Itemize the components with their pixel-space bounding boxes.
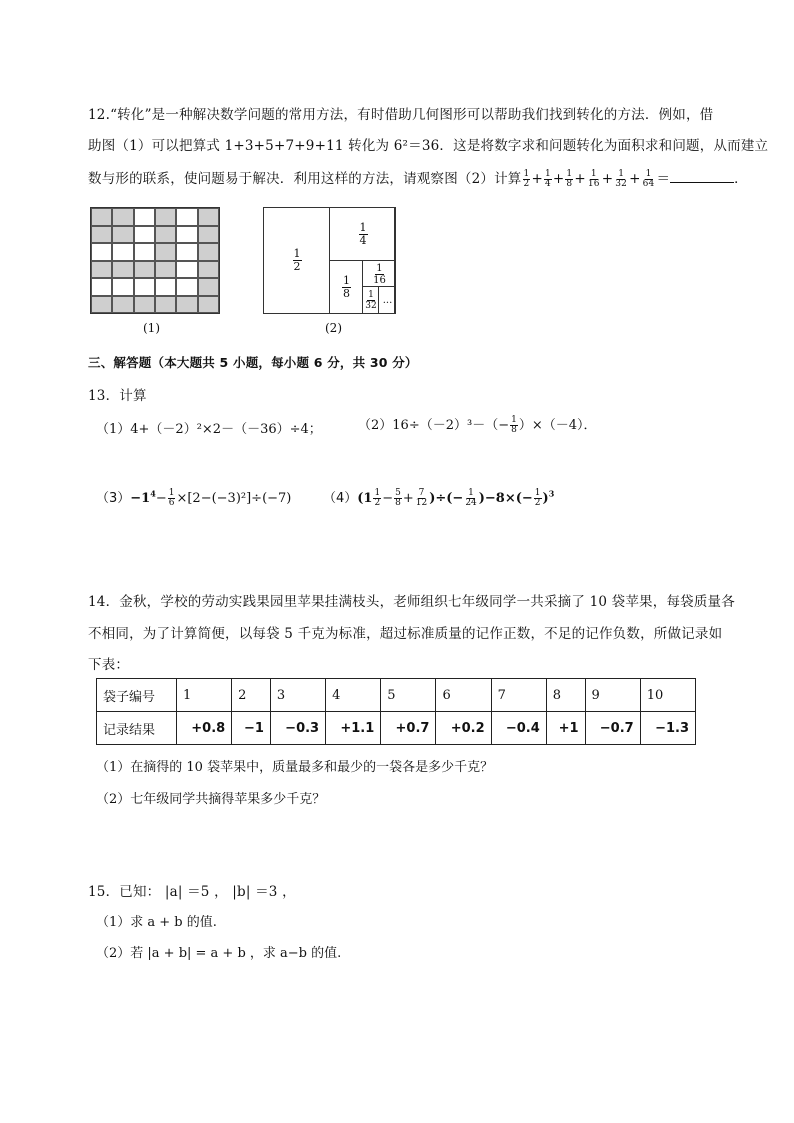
q14-sub1: （1）在摘得的 10 袋苹果中，质量最多和最少的一袋各是多少千克？ bbox=[96, 760, 494, 775]
plus-sign: + bbox=[629, 171, 641, 187]
grid-cell bbox=[91, 226, 112, 244]
q12-line3-end: ． bbox=[734, 171, 748, 187]
table-cell: 1 bbox=[177, 679, 232, 712]
table-cell: +1 bbox=[546, 712, 585, 745]
table-cell: −1 bbox=[232, 712, 271, 745]
fig2-thirtysecond-label: $\frac{1}{32}$ bbox=[365, 289, 377, 311]
grid-cell bbox=[112, 296, 133, 314]
grid-cell bbox=[176, 243, 197, 261]
q13-part4: （4）(1 $\frac{1}{2}$ − $\frac{5}{8}$ + $\frac{7}{12}$ )÷(− $\frac{1}{24}$ )−8×(− $\frac{1}{2}$ )$^3$ bbox=[323, 488, 555, 508]
q12-line2: 助图（1）可以把算式 1+3+5+7+9+11 转化为 6²＝36．这是将数字求和问题转化为面积求和问题，从而建立 bbox=[88, 138, 769, 154]
table-row-bag-number bbox=[97, 679, 696, 712]
answer-blank[interactable] bbox=[670, 171, 734, 183]
table-cell: 3 bbox=[270, 679, 325, 712]
table-cell: 6 bbox=[436, 679, 491, 712]
grid-cell bbox=[176, 296, 197, 314]
q15-sub1: （1）求 a + b 的值. bbox=[96, 915, 217, 930]
grid-cell bbox=[134, 208, 155, 226]
q12-line1: 12.“转化”是一种解决数学问题的常用方法，有时借助几何图形可以帮助我们找到转化的方法．例如，借 bbox=[88, 107, 714, 123]
grid-cell bbox=[176, 208, 197, 226]
fig2-sixteenth-label: $\frac{1}{16}$ bbox=[373, 262, 386, 286]
figure-2-square bbox=[263, 207, 395, 314]
table-cell: −0.3 bbox=[270, 712, 325, 745]
q14-sub2: （2）七年级同学共摘得苹果多少千克？ bbox=[96, 792, 326, 807]
table-cell: 9 bbox=[585, 679, 640, 712]
fraction: $\frac{1}{64}$ bbox=[642, 169, 655, 189]
grid-cell bbox=[112, 208, 133, 226]
grid-cell bbox=[112, 278, 133, 296]
table-cell: +0.2 bbox=[436, 712, 491, 745]
grid-cell bbox=[176, 226, 197, 244]
grid-cell bbox=[134, 226, 155, 244]
grid-cell bbox=[176, 278, 197, 296]
grid-cell bbox=[134, 296, 155, 314]
q13-part3: $(3)-1^4-$ $\frac{1}{6}$ ×[2−(−3)²]÷(−7) bbox=[96, 488, 292, 508]
table-cell: −0.4 bbox=[491, 712, 546, 745]
figure-1-grid bbox=[90, 207, 220, 314]
table-cell: 4 bbox=[326, 679, 381, 712]
grid-cell bbox=[155, 261, 176, 279]
fig2-eighth-label: $\frac{1}{8}$ bbox=[343, 273, 350, 300]
fraction: $\frac{1}{2}$ bbox=[523, 169, 530, 189]
q14-line2: 不相同，为了计算简便，以每袋 5 千克为标准，超过标准质量的记作正数，不足的记作负数，所做记录如 bbox=[88, 626, 723, 642]
table-cell: +0.7 bbox=[381, 712, 436, 745]
q12-equals: ＝ bbox=[656, 171, 671, 187]
q13-part2: （2）16÷（－2）³－（− $\frac{1}{8}$ ）×（－4）． bbox=[358, 415, 597, 435]
grid-cell bbox=[91, 296, 112, 314]
fig2-quarter-label: $\frac{1}{4}$ bbox=[359, 221, 367, 247]
table-cell: 7 bbox=[491, 679, 546, 712]
figure-1-caption: (1) bbox=[143, 321, 160, 335]
grid-cell bbox=[198, 243, 219, 261]
plus-sign: + bbox=[601, 171, 614, 187]
grid-cell bbox=[91, 261, 112, 279]
fraction: $\frac{1}{32}$ bbox=[615, 169, 628, 189]
grid-cell bbox=[134, 261, 155, 279]
grid-cell bbox=[198, 208, 219, 226]
grid-cell bbox=[198, 278, 219, 296]
grid-cell bbox=[155, 208, 176, 226]
table-cell: 10 bbox=[640, 679, 695, 712]
fraction: $\frac{1}{16}$ bbox=[587, 169, 600, 189]
table-cell: 5 bbox=[381, 679, 436, 712]
q14-line3: 下表： bbox=[88, 657, 130, 673]
grid-cell bbox=[91, 243, 112, 261]
q15-line1: 15．已知： |a| ＝5 ， |b| ＝3 ， bbox=[88, 884, 296, 900]
grid-cell bbox=[91, 278, 112, 296]
plus-sign: + bbox=[574, 171, 586, 187]
table-cell: 2 bbox=[232, 679, 271, 712]
grid-cell bbox=[155, 243, 176, 261]
q15-sub2: （2）若 |a + b| = a + b ，求 a−b 的值. bbox=[96, 946, 342, 961]
q13-title: 13．计算 bbox=[88, 388, 147, 404]
table-row-record bbox=[97, 712, 696, 745]
grid-cell bbox=[112, 226, 133, 244]
table-cell: −1.3 bbox=[640, 712, 695, 745]
figure-2-caption: (2) bbox=[325, 321, 342, 335]
grid-cell bbox=[112, 243, 133, 261]
table-header-bag-number: 袋子编号 bbox=[97, 679, 177, 712]
table-cell: −0.7 bbox=[585, 712, 640, 745]
plus-sign: + bbox=[552, 171, 565, 187]
fraction: $\frac{1}{4}$ bbox=[544, 169, 551, 189]
grid-cell bbox=[155, 226, 176, 244]
fig2-ellipsis: ... bbox=[382, 294, 393, 306]
table-cell: +1.1 bbox=[326, 712, 381, 745]
fig2-half-label: $\frac{1}{2}$ bbox=[293, 247, 301, 273]
grid-cell bbox=[134, 278, 155, 296]
q14-line1: 14．金秋，学校的劳动实践果园里苹果挂满枝头，老师组织七年级同学一共采摘了 10 袋苹果，每袋质量各 bbox=[88, 594, 735, 610]
grid-cell bbox=[176, 261, 197, 279]
table-cell: 8 bbox=[546, 679, 585, 712]
plus-sign: + bbox=[531, 171, 543, 187]
grid-cell bbox=[198, 226, 219, 244]
grid-cell bbox=[155, 296, 176, 314]
q12-line3-text: 数与形的联系，使问题易于解决．利用这样的方法，请观察图（2）计算 bbox=[88, 171, 522, 187]
grid-cell bbox=[91, 208, 112, 226]
grid-cell bbox=[155, 278, 176, 296]
grid-cell bbox=[198, 261, 219, 279]
fraction: $\frac{1}{8}$ bbox=[566, 169, 573, 189]
record-table bbox=[96, 678, 696, 745]
section-heading: 三、解答题（本大题共 5 小题，每小题 6 分，共 30 分） bbox=[88, 355, 418, 370]
grid-cell bbox=[112, 261, 133, 279]
q13-part1: （1）4+（－2）²×2－（－36）÷4； bbox=[96, 422, 322, 437]
q12-line3 bbox=[88, 167, 748, 189]
table-header-record: 记录结果 bbox=[97, 712, 177, 745]
grid-cell bbox=[134, 243, 155, 261]
grid-cell bbox=[198, 296, 219, 314]
q12-expression bbox=[522, 171, 657, 187]
table-cell: +0.8 bbox=[177, 712, 232, 745]
